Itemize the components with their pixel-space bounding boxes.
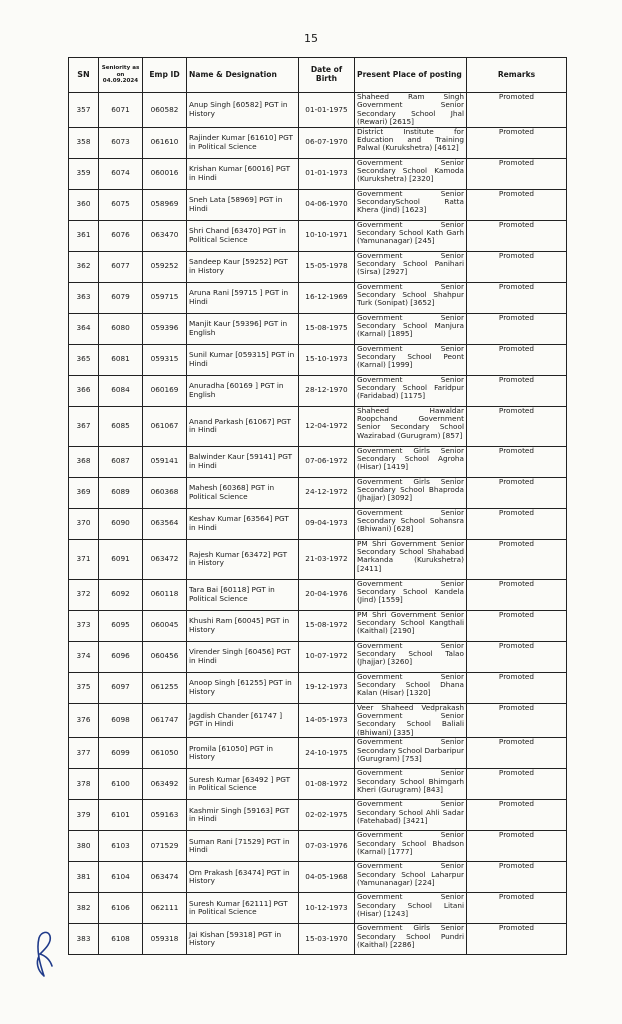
table-row (69, 769, 567, 800)
table-row (69, 344, 567, 375)
row-dob: 02-02-1975 (299, 800, 355, 831)
promotion-table (68, 57, 567, 955)
header-name: Name & Designation (187, 58, 299, 93)
row-place: Shaheed Ram Singh Government Senior Secondary School Jhal (Rewari) [2615] (355, 93, 467, 128)
row-emp-id: 063472 (143, 539, 187, 579)
row-seniority: 6108 (99, 924, 143, 955)
row-place: Government Girls Senior Secondary School Bhaproda (Jhajjar) [3092] (355, 477, 467, 508)
row-seniority: 6099 (99, 738, 143, 769)
row-place: Government Senior Secondary School Shahpur Turk (Sonipat) [3652] (355, 282, 467, 313)
row-seniority: 6100 (99, 769, 143, 800)
row-emp-id: 059163 (143, 800, 187, 831)
row-seniority: 6089 (99, 477, 143, 508)
row-emp-id: 060045 (143, 610, 187, 641)
row-place: Government Senior Secondary School Manjura (Karnal) [1895] (355, 313, 467, 344)
header-sn: SN (69, 58, 99, 93)
row-place: Government Senior Secondary School Bhadson (Karnal) [1777] (355, 831, 467, 862)
row-dob: 28-12-1970 (299, 375, 355, 406)
row-dob: 15-08-1972 (299, 610, 355, 641)
table-row (69, 862, 567, 893)
row-emp-id: 060456 (143, 641, 187, 672)
table-row (69, 313, 567, 344)
row-place: Government Senior Secondary School Panihari (Sirsa) [2927] (355, 251, 467, 282)
row-name: Sneh Lata [58969] PGT in Hindi (187, 189, 299, 220)
row-sn: 369 (69, 477, 99, 508)
row-remarks: Promoted (467, 703, 567, 738)
row-sn: 382 (69, 893, 99, 924)
row-name: Jagdish Chander [61747 ] PGT in Hindi (187, 703, 299, 738)
row-place: Government Senior Secondary School Sohansra (Bhiwani) [628] (355, 508, 467, 539)
table-body (69, 93, 567, 955)
row-sn: 383 (69, 924, 99, 955)
header-place: Present Place of posting (355, 58, 467, 93)
row-sn: 370 (69, 508, 99, 539)
table-row (69, 375, 567, 406)
row-place: Government Senior Secondary School Faridpur (Faridabad) [1175] (355, 375, 467, 406)
table-row (69, 610, 567, 641)
table-row (69, 282, 567, 313)
row-seniority: 6091 (99, 539, 143, 579)
row-name: Mahesh [60368] PGT in Political Science (187, 477, 299, 508)
row-emp-id: 060582 (143, 93, 187, 128)
row-place: Shaheed Hawaldar Roopchand Government Senior Secondary School Wazirabad (Gurugram) [857] (355, 406, 467, 446)
row-emp-id: 060368 (143, 477, 187, 508)
row-seniority: 6096 (99, 641, 143, 672)
table-row (69, 539, 567, 579)
header-emp-id: Emp ID (143, 58, 187, 93)
header-row (69, 58, 567, 93)
row-emp-id: 058969 (143, 189, 187, 220)
row-name: Keshav Kumar [63564] PGT in Hindi (187, 508, 299, 539)
table-row (69, 446, 567, 477)
row-name: Anoop Singh [61255] PGT in History (187, 672, 299, 703)
row-remarks: Promoted (467, 251, 567, 282)
row-emp-id: 059318 (143, 924, 187, 955)
row-dob: 21-03-1972 (299, 539, 355, 579)
row-sn: 371 (69, 539, 99, 579)
row-emp-id: 061610 (143, 127, 187, 158)
row-emp-id: 059252 (143, 251, 187, 282)
row-dob: 15-08-1975 (299, 313, 355, 344)
row-dob: 09-04-1973 (299, 508, 355, 539)
table-row (69, 703, 567, 738)
row-name: Jai Kishan [59318] PGT in History (187, 924, 299, 955)
row-sn: 378 (69, 769, 99, 800)
row-dob: 01-08-1972 (299, 769, 355, 800)
row-place: Government Senior Secondary School Talao (Jhajjar) [3260] (355, 641, 467, 672)
row-seniority: 6092 (99, 579, 143, 610)
table-row (69, 579, 567, 610)
row-name: Shri Chand [63470] PGT in Political Science (187, 220, 299, 251)
row-emp-id: 060016 (143, 158, 187, 189)
table-row (69, 672, 567, 703)
table-row (69, 220, 567, 251)
row-remarks: Promoted (467, 477, 567, 508)
table-row (69, 251, 567, 282)
row-emp-id: 063474 (143, 862, 187, 893)
row-name: Khushi Ram [60045] PGT in History (187, 610, 299, 641)
row-remarks: Promoted (467, 344, 567, 375)
table-row (69, 831, 567, 862)
row-emp-id: 061050 (143, 738, 187, 769)
row-remarks: Promoted (467, 406, 567, 446)
row-seniority: 6073 (99, 127, 143, 158)
row-name: Anuradha [60169 ] PGT in English (187, 375, 299, 406)
row-remarks: Promoted (467, 375, 567, 406)
row-seniority: 6098 (99, 703, 143, 738)
row-emp-id: 059715 (143, 282, 187, 313)
row-remarks: Promoted (467, 800, 567, 831)
table-row (69, 158, 567, 189)
row-name: Balwinder Kaur [59141] PGT in Hindi (187, 446, 299, 477)
row-place: District Institute for Education and Training Palwal (Kurukshetra) [4612] (355, 127, 467, 158)
row-sn: 373 (69, 610, 99, 641)
row-seniority: 6074 (99, 158, 143, 189)
row-remarks: Promoted (467, 924, 567, 955)
row-sn: 379 (69, 800, 99, 831)
row-seniority: 6085 (99, 406, 143, 446)
row-name: Virender Singh [60456] PGT in Hindi (187, 641, 299, 672)
row-dob: 15-05-1978 (299, 251, 355, 282)
row-dob: 01-01-1973 (299, 158, 355, 189)
row-emp-id: 063492 (143, 769, 187, 800)
row-seniority: 6076 (99, 220, 143, 251)
row-emp-id: 063564 (143, 508, 187, 539)
row-remarks: Promoted (467, 189, 567, 220)
row-place: Government Senior Secondary School Dhana Kalan (Hisar) [1320] (355, 672, 467, 703)
row-dob: 15-03-1970 (299, 924, 355, 955)
row-remarks: Promoted (467, 769, 567, 800)
row-dob: 20-04-1976 (299, 579, 355, 610)
row-remarks: Promoted (467, 220, 567, 251)
row-seniority: 6090 (99, 508, 143, 539)
row-remarks: Promoted (467, 862, 567, 893)
row-seniority: 6087 (99, 446, 143, 477)
table-row (69, 738, 567, 769)
row-remarks: Promoted (467, 641, 567, 672)
row-seniority: 6095 (99, 610, 143, 641)
row-emp-id: 061747 (143, 703, 187, 738)
row-remarks: Promoted (467, 127, 567, 158)
row-remarks: Promoted (467, 158, 567, 189)
row-place: Government Senior Secondary School Kamoda (Kurukshetra) [2320] (355, 158, 467, 189)
row-sn: 366 (69, 375, 99, 406)
row-place: Government Senior Secondary School Laharpur (Yamunanagar) [224] (355, 862, 467, 893)
row-place: Government Senior Secondary School Litani (Hisar) [1243] (355, 893, 467, 924)
row-name: Suresh Kumar [63492 ] PGT in Political Science (187, 769, 299, 800)
header-remarks: Remarks (467, 58, 567, 93)
row-dob: 07-03-1976 (299, 831, 355, 862)
row-name: Suman Rani [71529] PGT in Hindi (187, 831, 299, 862)
row-seniority: 6079 (99, 282, 143, 313)
header-seniority: Seniority as on 04.09.2024 (99, 58, 143, 93)
row-emp-id: 060169 (143, 375, 187, 406)
row-dob: 10-10-1971 (299, 220, 355, 251)
row-dob: 06-07-1970 (299, 127, 355, 158)
row-name: Krishan Kumar [60016] PGT in Hindi (187, 158, 299, 189)
row-name: Sunil Kumar [059315] PGT in Hindi (187, 344, 299, 375)
row-seniority: 6097 (99, 672, 143, 703)
row-sn: 376 (69, 703, 99, 738)
row-dob: 04-06-1970 (299, 189, 355, 220)
row-remarks: Promoted (467, 446, 567, 477)
table-row (69, 893, 567, 924)
table-row (69, 800, 567, 831)
row-sn: 364 (69, 313, 99, 344)
row-name: Promila [61050] PGT in History (187, 738, 299, 769)
row-place: PM Shri Government Senior Secondary School Shahabad Markanda (Kurukshetra) [2411] (355, 539, 467, 579)
row-name: Anand Parkash [61067] PGT in Hindi (187, 406, 299, 446)
row-dob: 24-12-1972 (299, 477, 355, 508)
row-sn: 372 (69, 579, 99, 610)
row-remarks: Promoted (467, 508, 567, 539)
row-place: Government Girls Senior Secondary School Agroha (Hisar) [1419] (355, 446, 467, 477)
row-dob: 04-05-1968 (299, 862, 355, 893)
page-number: 15 (304, 32, 318, 45)
row-remarks: Promoted (467, 282, 567, 313)
row-seniority: 6104 (99, 862, 143, 893)
row-sn: 368 (69, 446, 99, 477)
row-seniority: 6101 (99, 800, 143, 831)
row-name: Rajesh Kumar [63472] PGT in History (187, 539, 299, 579)
row-remarks: Promoted (467, 579, 567, 610)
row-sn: 374 (69, 641, 99, 672)
row-place: Government Senior Secondary School Kath Garh (Yamunanagar) [245] (355, 220, 467, 251)
row-place: PM Shri Government Senior Secondary School Kangthali (Kaithal) [2190] (355, 610, 467, 641)
row-remarks: Promoted (467, 313, 567, 344)
row-seniority: 6080 (99, 313, 143, 344)
row-name: Om Prakash [63474] PGT in History (187, 862, 299, 893)
row-place: Government Senior SecondarySchool Ratta Khera (Jind) [1623] (355, 189, 467, 220)
row-place: Government Girls Senior Secondary School Pundri (Kaithal) [2286] (355, 924, 467, 955)
row-seniority: 6075 (99, 189, 143, 220)
row-emp-id: 060118 (143, 579, 187, 610)
row-dob: 10-12-1973 (299, 893, 355, 924)
row-emp-id: 059141 (143, 446, 187, 477)
table-row (69, 189, 567, 220)
row-remarks: Promoted (467, 893, 567, 924)
row-place: Government Senior Secondary School Peont (Karnal) [1999] (355, 344, 467, 375)
row-seniority: 6081 (99, 344, 143, 375)
row-name: Sandeep Kaur [59252] PGT in History (187, 251, 299, 282)
header-dob: Date of Birth (299, 58, 355, 93)
row-place: Government Senior Secondary School Kandela (Jind) [1559] (355, 579, 467, 610)
row-sn: 381 (69, 862, 99, 893)
row-sn: 367 (69, 406, 99, 446)
row-remarks: Promoted (467, 93, 567, 128)
row-name: Tara Bai [60118] PGT in Political Science (187, 579, 299, 610)
row-sn: 358 (69, 127, 99, 158)
row-emp-id: 061067 (143, 406, 187, 446)
row-sn: 360 (69, 189, 99, 220)
row-emp-id: 059315 (143, 344, 187, 375)
table-row (69, 924, 567, 955)
table-row (69, 93, 567, 128)
row-emp-id: 063470 (143, 220, 187, 251)
row-place: Veer Shaheed Vedprakash Government Senior Secondary School Baliali (Bhiwani) [335] (355, 703, 467, 738)
row-remarks: Promoted (467, 831, 567, 862)
row-emp-id: 071529 (143, 831, 187, 862)
row-name: Manjit Kaur [59396] PGT in English (187, 313, 299, 344)
row-remarks: Promoted (467, 738, 567, 769)
row-seniority: 6084 (99, 375, 143, 406)
table-row (69, 477, 567, 508)
row-sn: 361 (69, 220, 99, 251)
row-sn: 377 (69, 738, 99, 769)
row-sn: 357 (69, 93, 99, 128)
row-seniority: 6077 (99, 251, 143, 282)
row-name: Aruna Rani [59715 ] PGT in Hindi (187, 282, 299, 313)
row-dob: 14-05-1973 (299, 703, 355, 738)
table-row (69, 406, 567, 446)
row-dob: 12-04-1972 (299, 406, 355, 446)
row-remarks: Promoted (467, 539, 567, 579)
row-seniority: 6071 (99, 93, 143, 128)
table-row (69, 127, 567, 158)
row-seniority: 6106 (99, 893, 143, 924)
row-name: Suresh Kumar [62111] PGT in Political Science (187, 893, 299, 924)
row-sn: 380 (69, 831, 99, 862)
row-name: Kashmir Singh [59163] PGT in Hindi (187, 800, 299, 831)
row-sn: 362 (69, 251, 99, 282)
row-sn: 363 (69, 282, 99, 313)
row-dob: 16-12-1969 (299, 282, 355, 313)
row-place: Government Senior Secondary School Ahli Sadar (Fatehabad) [3421] (355, 800, 467, 831)
row-remarks: Promoted (467, 672, 567, 703)
row-name: Anup Singh [60582] PGT in History (187, 93, 299, 128)
row-dob: 07-06-1972 (299, 446, 355, 477)
row-emp-id: 062111 (143, 893, 187, 924)
row-remarks: Promoted (467, 610, 567, 641)
table-row (69, 508, 567, 539)
row-sn: 359 (69, 158, 99, 189)
row-seniority: 6103 (99, 831, 143, 862)
row-place: Government Senior Secondary School Darbaripur (Gurugram) [753] (355, 738, 467, 769)
row-dob: 10-07-1972 (299, 641, 355, 672)
row-dob: 01-01-1975 (299, 93, 355, 128)
row-dob: 24-10-1975 (299, 738, 355, 769)
row-place: Government Senior Secondary School Bhimgarh Kheri (Gurugram) [843] (355, 769, 467, 800)
row-dob: 19-12-1973 (299, 672, 355, 703)
row-name: Rajinder Kumar [61610] PGT in Political Science (187, 127, 299, 158)
row-sn: 365 (69, 344, 99, 375)
row-sn: 375 (69, 672, 99, 703)
table-row (69, 641, 567, 672)
signature-mark (30, 926, 64, 980)
row-emp-id: 059396 (143, 313, 187, 344)
row-emp-id: 061255 (143, 672, 187, 703)
row-dob: 15-10-1973 (299, 344, 355, 375)
